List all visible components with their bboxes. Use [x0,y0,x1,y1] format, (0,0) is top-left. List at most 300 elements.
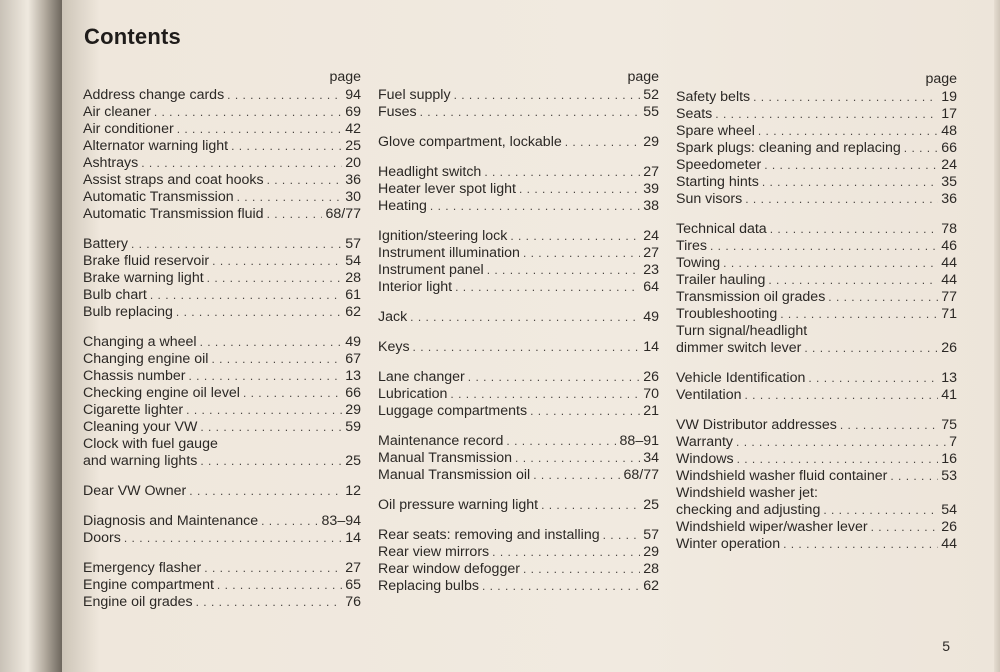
index-entry [378,309,659,326]
dot-leader [710,238,938,255]
index-entry-title: Instrument panel [378,262,484,278]
index-entry [378,544,659,561]
index-entry-title: Windshield wiper/washer lever [676,519,868,535]
index-entry [676,221,957,238]
index-entry-title: Alternator warning light [83,138,229,154]
index-entry-page: 25 [643,497,659,513]
dot-leader [131,236,342,253]
index-entry-title: Ventilation [676,387,742,403]
index-entry-page: 27 [345,560,361,576]
index-entry [378,228,659,245]
index-entry-page: 67 [345,351,361,367]
index-entry-page: 30 [345,189,361,205]
dot-leader [745,191,938,208]
index-entry-page: 66 [941,140,957,156]
index-entry [83,104,361,121]
index-entry-page: 61 [345,287,361,303]
index-entry-page: 26 [941,519,957,535]
index-entry [83,206,361,223]
index-group [676,417,957,553]
index-entry-title: Chassis number [83,368,186,384]
index-entry [83,304,361,321]
index-entry [378,104,659,121]
index-entry-page: 46 [941,238,957,254]
index-entry-page: 88–91 [619,433,659,449]
index-entry-title: Ashtrays [83,155,139,171]
index-group [378,309,659,326]
index-entry-title: Heating [378,198,427,214]
index-entry [83,402,361,419]
page-column-heading: page [627,69,659,85]
index-entry-continuation: dimmer switch lever [676,340,802,356]
index-group [378,433,659,484]
index-entry-page: 76 [345,594,361,610]
index-entry-title: VW Distributor addresses [676,417,837,433]
index-entry-page: 39 [643,181,659,197]
index-entry-title: Air conditioner [83,121,174,137]
dot-leader [523,245,640,262]
index-entry-title: Seats [676,106,713,122]
index-entry-title: Air cleaner [83,104,151,120]
index-entry-title: Sun visors [676,191,743,207]
index-group [83,236,361,321]
dot-leader [541,497,640,514]
index-entry-title: Bulb chart [83,287,147,303]
index-entry [676,306,957,323]
dot-leader [783,536,938,553]
dot-leader [267,172,343,189]
index-entry-page: 28 [345,270,361,286]
index-entry-page: 49 [643,309,659,325]
dot-leader [808,370,938,387]
index-group [676,370,957,404]
dot-leader [189,483,342,500]
index-entry-title: Address change cards [83,87,225,103]
index-entry-title: Oil pressure warning light [378,497,539,513]
index-entry-title: Rear seats: removing and installing [378,527,600,543]
index-entry [378,198,659,215]
dot-leader [764,157,938,174]
index-entry [378,433,659,450]
index-entry-page: 62 [643,578,659,594]
index-entry-page: 19 [941,89,957,105]
index-entry-page: 48 [941,123,957,139]
index-column-1 [83,68,361,611]
index-entry-page: 34 [643,450,659,466]
index-group [83,483,361,500]
index-entry-title: Lubrication [378,386,448,402]
index-entry [378,467,659,484]
index-entry [83,138,361,155]
dot-leader [141,155,342,172]
index-entry-title: Engine oil grades [83,594,193,610]
dot-leader [780,306,938,323]
index-group [378,87,659,121]
index-entry [83,368,361,385]
dot-leader [176,304,342,321]
index-entry-page: 29 [643,134,659,150]
dot-leader [482,578,640,595]
dot-leader [150,287,342,304]
dot-leader [410,309,640,326]
dot-leader [237,189,343,206]
index-entry-title: Trailer hauling [676,272,766,288]
index-entry [676,536,957,553]
index-entry-page: 57 [345,236,361,252]
index-entry [378,164,659,181]
index-entry [378,339,659,356]
dot-leader [413,339,641,356]
dot-leader [871,519,939,536]
index-group [378,339,659,356]
index-entry-page: 17 [941,106,957,122]
index-entry-page: 36 [345,172,361,188]
index-entry-title: Safety belts [676,89,751,105]
index-entry-continuation: and warning lights [83,453,198,469]
index-entry-title: Manual Transmission oil [378,467,531,483]
dot-leader [828,289,938,306]
index-entry-page: 71 [941,306,957,322]
index-entry-page: 14 [643,339,659,355]
index-entry-title: Clock with fuel gauge [83,436,218,452]
dot-leader [204,560,342,577]
index-entry-title: Manual Transmission [378,450,513,466]
index-entry-page: 14 [345,530,361,546]
index-entry-page: 69 [345,104,361,120]
index-entry-title: Transmission oil grades [676,289,826,305]
dot-leader [212,253,342,270]
index-group [676,89,957,208]
index-entry [676,157,957,174]
dot-leader [243,385,342,402]
index-entry-title: Cigarette lighter [83,402,184,418]
index-entry [676,140,957,157]
index-entry [378,403,659,420]
index-column-2 [378,68,659,595]
index-entry [83,419,361,436]
index-entry [676,89,957,106]
index-entry [378,262,659,279]
index-entry-title: Battery [83,236,128,252]
index-entry-page: 68/77 [623,467,659,483]
index-group [378,497,659,514]
index-entry [83,334,361,351]
index-entry-page: 7 [949,434,957,450]
index-group [676,221,957,357]
index-entry [676,238,957,255]
index-entry [83,385,361,402]
index-entry-title: Doors [83,530,121,546]
index-entry [676,417,957,434]
dot-leader [200,419,342,436]
dot-leader [723,255,938,272]
index-column-3 [676,70,957,553]
index-entry-title: Windows [676,451,734,467]
dot-leader [154,104,342,121]
index-entry-page: 52 [643,87,659,103]
page-column-heading: page [925,71,957,87]
dot-leader [715,106,938,123]
index-entry-title: Windshield washer jet: [676,485,818,501]
dot-leader [753,89,938,106]
index-entry [676,387,957,404]
index-entry-page: 41 [941,387,957,403]
index-entry-page: 42 [345,121,361,137]
index-entry [83,253,361,270]
dot-leader [200,453,342,470]
index-entry-title: Vehicle Identification [676,370,806,386]
index-group [378,164,659,215]
index-entry [378,386,659,403]
index-entry-continuation: checking and adjusting [676,502,821,518]
index-entry [676,255,957,272]
index-entry-page: 20 [345,155,361,171]
index-entry-title: Fuses [378,104,417,120]
index-entry-page: 24 [941,157,957,173]
index-entry-page: 38 [643,198,659,214]
index-entry-page: 27 [643,245,659,261]
index-entry [83,287,361,304]
index-entry [378,134,659,151]
index-entry-title: Luggage compartments [378,403,528,419]
index-entry [83,351,361,368]
index-entry-title: Changing a wheel [83,334,197,350]
dot-leader [737,451,939,468]
index-entry-page: 75 [941,417,957,433]
dot-leader [454,87,641,104]
index-entry-title: Ignition/steering lock [378,228,508,244]
index-entry-page: 62 [345,304,361,320]
index-entry-page: 24 [643,228,659,244]
index-group [83,513,361,547]
dot-leader [506,433,616,450]
page-number: 5 [942,638,950,654]
index-entry [83,530,361,547]
dot-leader [744,387,938,404]
dot-leader [211,351,342,368]
dot-leader [519,181,640,198]
index-entry-title: Speedometer [676,157,762,173]
index-entry-title: Technical data [676,221,767,237]
dot-leader [267,206,323,223]
index-entry [378,369,659,386]
index-entry [378,245,659,262]
index-entry-page: 27 [643,164,659,180]
index-entry-title: Fuel supply [378,87,451,103]
index-entry-title: Cleaning your VW [83,419,198,435]
index-entry [83,453,361,470]
index-entry-page: 12 [345,483,361,499]
index-entry-page: 16 [941,451,957,467]
index-entry-title: Emergency flasher [83,560,202,576]
index-entry-title: Warranty [676,434,734,450]
index-entry-page: 25 [345,138,361,154]
index-entry [378,578,659,595]
index-entry [676,370,957,387]
page-column-heading: page [329,69,361,85]
dot-leader [186,402,342,419]
index-entry-title: Dear VW Owner [83,483,187,499]
index-entry [676,106,957,123]
index-entry [83,121,361,138]
dot-leader [565,134,640,151]
index-entry-page: 23 [643,262,659,278]
index-entry [676,519,957,536]
index-entry-title: Rear view mirrors [378,544,490,560]
index-entry-title: Rear window defogger [378,561,520,577]
index-group [378,369,659,420]
dot-leader [455,279,640,296]
index-entry-page: 26 [643,369,659,385]
index-entry-page: 55 [643,104,659,120]
dot-leader [904,140,938,157]
dot-leader [603,527,641,544]
index-entry-page: 13 [345,368,361,384]
dot-leader [450,386,640,403]
index-entry-title: Glove compartment, lockable [378,134,562,150]
index-entry [676,468,957,485]
index-entry [83,270,361,287]
index-entry-page: 65 [345,577,361,593]
dot-leader [492,544,640,561]
page-edge-shadow [994,0,1000,672]
index-entry [676,451,957,468]
dot-leader [487,262,641,279]
dot-leader [840,417,938,434]
dot-leader [231,138,342,155]
index-entry [676,340,957,357]
index-entry [83,560,361,577]
index-entry-page: 29 [345,402,361,418]
index-entry-title: Brake fluid reservoir [83,253,210,269]
dot-leader [124,530,342,547]
index-entry [378,497,659,514]
index-entry [676,191,957,208]
index-group [83,334,361,470]
dot-leader [823,502,938,519]
dot-leader [217,577,342,594]
dot-leader [515,450,640,467]
index-entry-title: Towing [676,255,721,271]
index-entry-page: 77 [941,289,957,305]
index-entry-page: 35 [941,174,957,190]
dot-leader [768,272,938,289]
index-entry [378,279,659,296]
index-entry-page: 66 [345,385,361,401]
dot-leader [533,467,620,484]
index-entry [83,172,361,189]
index-entry [676,174,957,191]
index-entry [676,434,957,451]
index-entry-title: Turn signal/headlight [676,323,808,339]
index-entry-title: Diagnosis and Maintenance [83,513,259,529]
index-entry-title: Brake warning light [83,270,204,286]
dot-leader [207,270,343,287]
index-entry-page: 94 [345,87,361,103]
index-entry-page: 44 [941,272,957,288]
index-entry-page: 25 [345,453,361,469]
index-entry [83,155,361,172]
index-entry-page: 54 [345,253,361,269]
index-entry [676,502,957,519]
index-entry-title: Tires [676,238,708,254]
dot-leader [177,121,343,138]
index-entry [378,527,659,544]
index-entry-title: Bulb replacing [83,304,173,320]
index-group [378,228,659,296]
index-entry [676,289,957,306]
dot-leader [804,340,938,357]
dot-leader [530,403,640,420]
index-entry-page: 59 [345,419,361,435]
index-entry [378,450,659,467]
dot-leader [430,198,640,215]
index-entry-page: 44 [941,255,957,271]
index-entry-page: 68/77 [325,206,361,222]
index-entry [83,594,361,611]
index-entry [378,87,659,104]
index-entry [83,87,361,104]
index-entry-page: 28 [643,561,659,577]
index-entry-page: 64 [643,279,659,295]
index-entry-title: Heater lever spot light [378,181,517,197]
dot-leader [200,334,343,351]
page-title: Contents [84,24,181,49]
index-entry-title: Windshield washer fluid container [676,468,888,484]
index-entry-page: 21 [643,403,659,419]
dot-leader [890,468,938,485]
index-entry [676,123,957,140]
dot-leader [227,87,342,104]
index-entry-title: Changing engine oil [83,351,209,367]
index-entry-title: Headlight switch [378,164,482,180]
index-entry-page: 57 [643,527,659,543]
index-entry [378,181,659,198]
index-entry-title: Jack [378,309,408,325]
index-entry-page: 26 [941,340,957,356]
dot-leader [736,434,946,451]
index-entry-title: Starting hints [676,174,759,190]
index-entry-page: 70 [643,386,659,402]
dot-leader [523,561,640,578]
index-group [378,134,659,151]
index-entry-page: 36 [941,191,957,207]
index-entry [83,513,361,530]
index-entry [83,236,361,253]
index-entry-page: 13 [941,370,957,386]
dot-leader [510,228,640,245]
index-entry-title: Interior light [378,279,453,295]
index-entry-page: 53 [941,468,957,484]
index-entry [676,272,957,289]
index-group [83,87,361,223]
index-entry-title: Automatic Transmission [83,189,234,205]
dot-leader [762,174,938,191]
index-entry-title: Checking engine oil level [83,385,240,401]
index-entry-title: Instrument illumination [378,245,520,261]
index-entry-title: Automatic Transmission fluid [83,206,264,222]
dot-leader [758,123,938,140]
index-entry-page: 44 [941,536,957,552]
index-entry-title: Keys [378,339,410,355]
dot-leader [196,594,343,611]
index-entry [83,577,361,594]
index-entry [83,483,361,500]
index-group [378,527,659,595]
index-group [83,560,361,611]
index-entry-page: 83–94 [321,513,361,529]
index-entry-title: Lane changer [378,369,465,385]
